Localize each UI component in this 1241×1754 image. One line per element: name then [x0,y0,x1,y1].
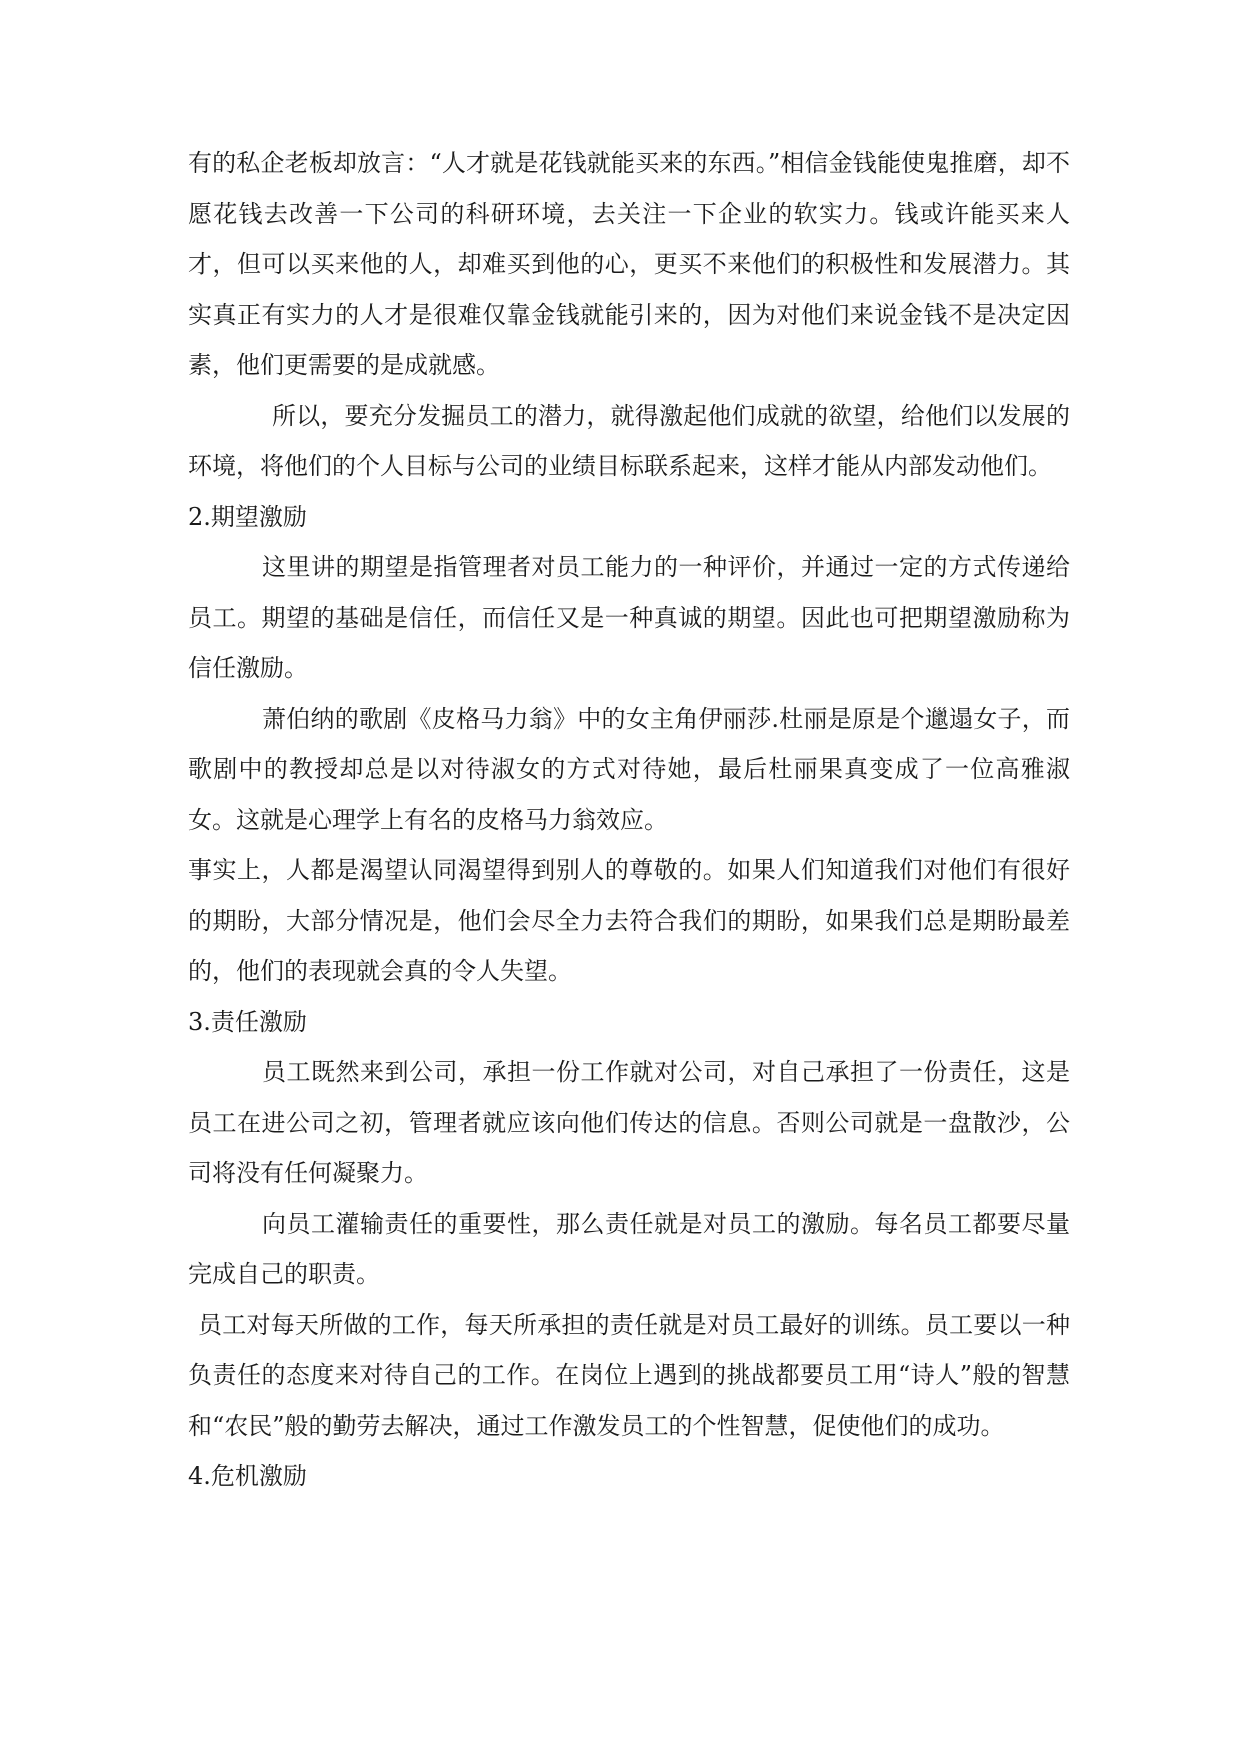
paragraph-daily-work: 员工对每天所做的工作，每天所承担的责任就是对员工最好的训练。员工要以一种负责任的态度来对待自己的工作。在岗位上遇到的挑战都要员工用“诗人”般的智慧和“农民”般的勤劳去解决，通过工作激发员工的个性智慧，促使他们的成功。 [188,1310,1070,1440]
paragraph-expectation-definition: 这里讲的期望是指管理者对员工能力的一种评价，并通过一定的方式传递给员工。期望的基础是信任，而信任又是一种真诚的期望。因此也可把期望激励称为信任激励。 [188,553,1070,682]
heading-expectation-incentive: 2.期望激励 [188,502,307,531]
paragraph-potential: 所以，要充分发掘员工的潜力，就得激起他们成就的欲望，给他们以发展的环境，将他们的个人目标与公司的业绩目标联系起来，这样才能从内部发动他们。 [188,401,1070,480]
paragraph-employee-responsibility: 员工既然来到公司，承担一份工作就对公司，对自己承担了一份责任，这是员工在进公司之初，管理者就应该向他们传达的信息。否则公司就是一盘散沙，公司将没有任何凝聚力。 [188,1058,1070,1187]
heading-crisis-incentive: 4.危机激励 [188,1462,307,1490]
heading-responsibility-incentive: 3.责任激励 [188,1007,307,1036]
paragraph-pygmalion: 萧伯纳的歌剧《皮格马力翁》中的女主角伊丽莎.杜丽是原是个邋遢女子，而歌剧中的教授却总是以对待淑女的方式对待她，最后杜丽果真变成了一位高雅淑女。这就是心理学上有名的皮格马力翁效应。 [188,704,1070,834]
paragraph-private-boss: 有的私企老板却放言：“人才就是花钱就能买来的东西。”相信金钱能使鬼推磨，却不愿花钱去改善一下公司的科研环境，去关注一下企业的软实力。钱或许能买来人才，但可以买来他的人，却难买到他的心，更买不来他们的积极性和发展潜力。其实真正有实力的人才是很难仅靠金钱就能引来的，因为对他们来说金钱不是决定因素，他们更需要的是成就感。 [188,149,1070,379]
document-page [188,138,1070,1502]
paragraph-recognition: 事实上，人都是渴望认同渴望得到别人的尊敬的。如果人们知道我们对他们有很好的期盼，大部分情况是，他们会尽全力去符合我们的期盼，如果我们总是期盼最差的，他们的表现就会真的令人失望。 [188,856,1070,985]
paragraph-instill-responsibility: 向员工灌输责任的重要性，那么责任就是对员工的激励。每名员工都要尽量完成自己的职责。 [188,1209,1070,1288]
